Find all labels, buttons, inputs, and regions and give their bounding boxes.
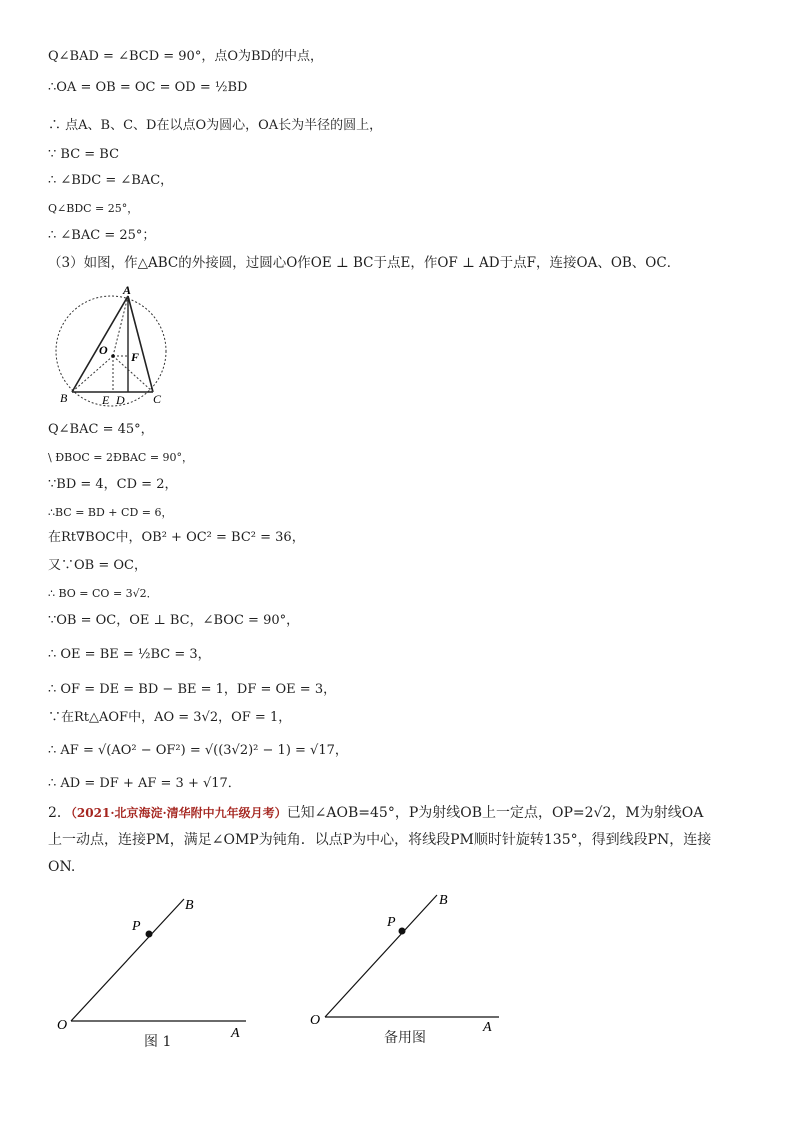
part3-heading: （3）如图，作△ABC的外接圆，过圆心O作OE ⊥ BC于点E，作OF ⊥ AD于点F，连接OA、OB、OC．	[48, 255, 681, 271]
label-d: D	[116, 393, 125, 407]
label-o: O	[310, 1013, 321, 1028]
ray-ob	[71, 899, 184, 1021]
segment-ac	[128, 296, 153, 392]
label-o: O	[99, 343, 108, 357]
problem-2-line-2: 上一动点，连接PM，满足∠OMP为钝角．以点P为中心，将线段PM顺时针旋转135°，得到线段PN，连接	[48, 832, 712, 848]
problem-2-line-1	[48, 800, 748, 827]
problem-2-line-3: ON.	[48, 859, 76, 875]
solution-line-3: ∴ 点A、B、C、D在以点O为圆心，OA长为半径的圆上，	[48, 118, 383, 133]
center-point	[111, 354, 115, 358]
solution-line-15: ∵OB = OC，OE ⊥ BC，∠BOC = 90°，	[48, 613, 300, 628]
figure-1-caption: 图 1	[144, 1034, 172, 1050]
solution-line-19: ∴ AF = √(AO² − OF²) = √((3√2)² − 1) = √17，	[48, 743, 348, 758]
ray-ob	[325, 895, 437, 1017]
solution-line-20: ∴ AD = DF + AF = 3 + √17．	[48, 776, 241, 791]
point-p	[146, 931, 153, 938]
solution-line-13: 又∵OB = OC，	[48, 558, 147, 573]
problem-number: 2．	[48, 805, 71, 821]
solution-line-9: \ ÐBOC = 2ÐBAC = 90°，	[48, 451, 194, 464]
problem-text-1: 已知∠AOB=45°，P为射线OB上一定点，OP=2√2，M为射线OA	[286, 805, 704, 821]
solution-line-12: 在Rt∇BOC中，OB² + OC² = BC² = 36，	[48, 530, 305, 545]
solution-line-10: ∵BD = 4，CD = 2，	[48, 477, 178, 492]
circumcircle-figure	[52, 282, 174, 408]
label-a: A	[483, 1020, 492, 1035]
problem-2	[48, 800, 748, 881]
solution-line-17: ∴ OF = DE = BD − BE = 1，DF = OE = 3，	[48, 682, 337, 697]
segment-ob	[72, 356, 113, 392]
label-b: B	[185, 898, 194, 913]
label-e: E	[102, 393, 110, 407]
solution-line-7: ∴ ∠BAC = 25°；	[48, 228, 156, 243]
backup-figure-caption: 备用图	[384, 1030, 426, 1046]
label-a: A	[231, 1026, 240, 1041]
label-b: B	[439, 893, 448, 908]
solution-line-6: Q∠BDC = 25°，	[48, 202, 139, 215]
label-p: P	[387, 915, 396, 930]
segment-oa	[113, 296, 128, 356]
label-c: C	[153, 392, 162, 406]
solution-line-4: ∵ BC = BC	[48, 147, 120, 162]
backup-figure	[307, 888, 507, 1038]
label-p: P	[132, 919, 141, 934]
solution-line-2: ∴OA = OB = OC = OD = ½BD	[48, 80, 248, 95]
figure-1	[52, 892, 252, 1042]
solution-line-14: ∴ BO = CO = 3√2．	[48, 587, 158, 600]
problem-source: （2021·北京海淀·清华附中九年级月考）	[70, 806, 287, 820]
point-p	[399, 928, 406, 935]
solution-line-5: ∴ ∠BDC = ∠BAC，	[48, 173, 174, 188]
label-a: A	[123, 283, 132, 297]
solution-line-16: ∴ OE = BE = ½BC = 3，	[48, 647, 211, 662]
solution-line-18: ∵在Rt△AOF中，AO = 3√2，OF = 1，	[48, 710, 292, 725]
solution-line-1: Q∠BAD = ∠BCD = 90°，点O为BD的中点，	[48, 49, 323, 64]
label-o: O	[57, 1018, 68, 1033]
label-b: B	[60, 391, 68, 405]
label-f: F	[131, 350, 140, 364]
solution-line-8: Q∠BAC = 45°，	[48, 422, 154, 437]
solution-line-11: ∴BC = BD + CD = 6，	[48, 506, 173, 519]
